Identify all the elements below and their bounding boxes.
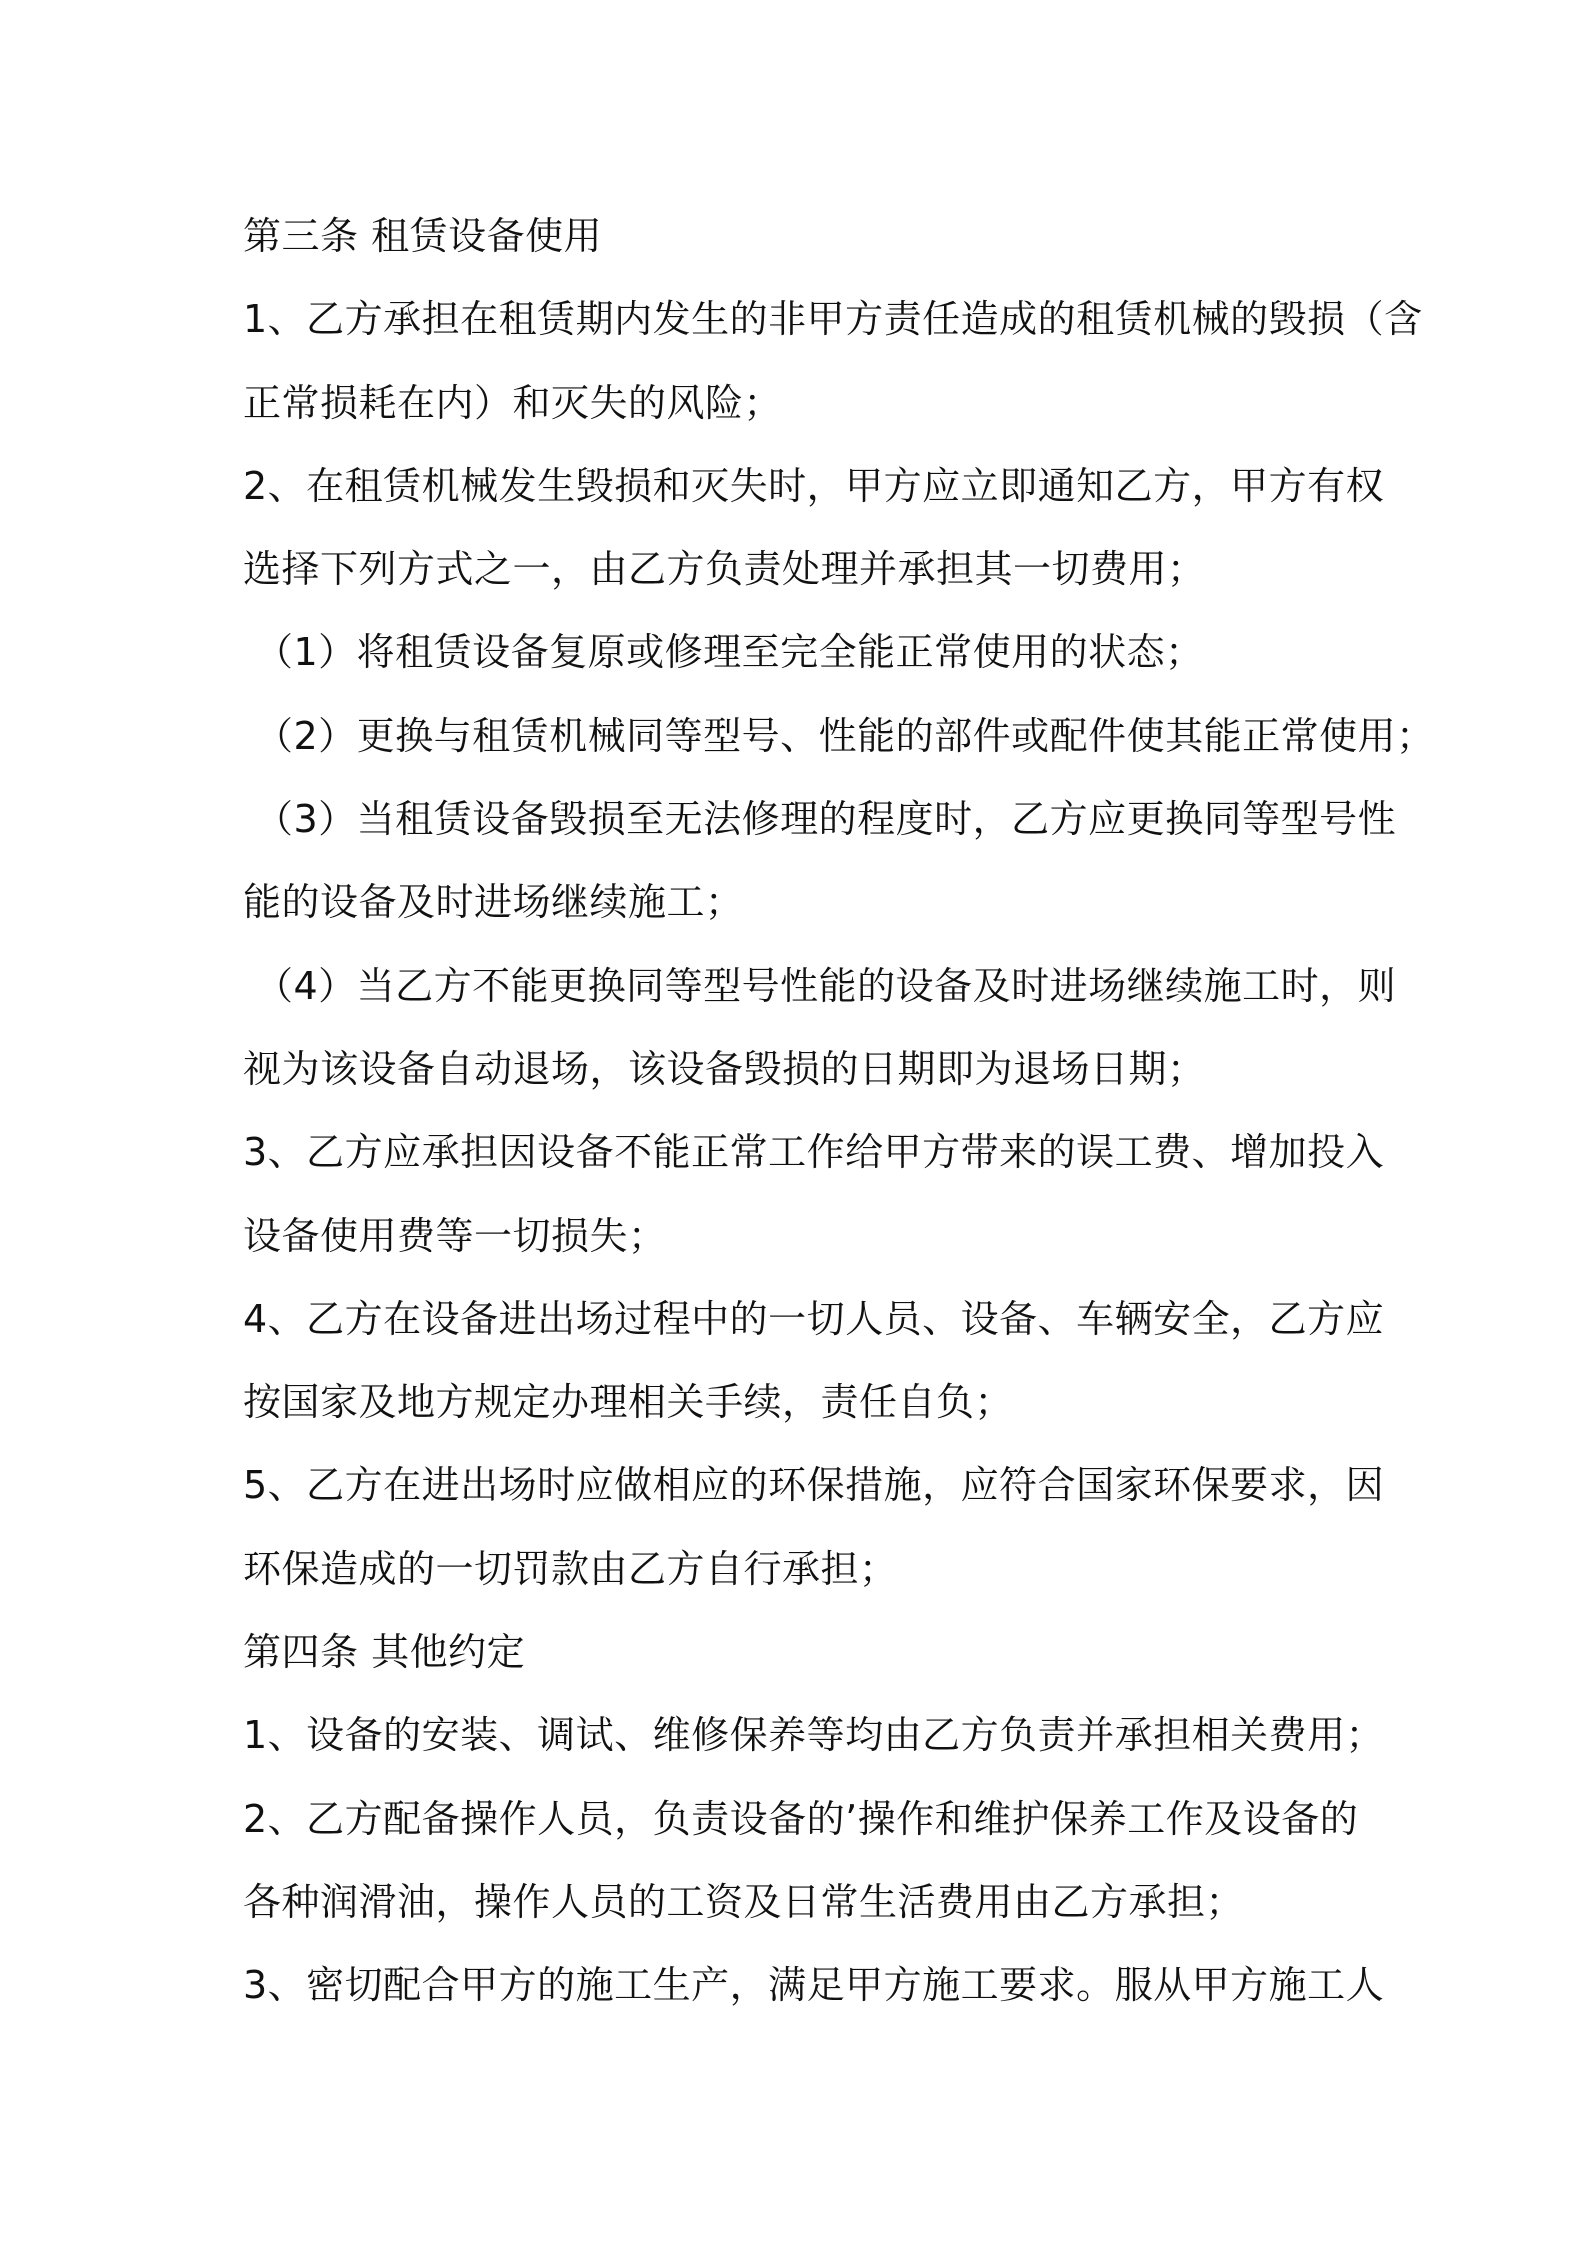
paragraph-line: 环保造成的一切罚款由乙方自行承担；: [243, 1546, 898, 1591]
document-body: [243, 195, 1435, 2028]
sub-item-line: （1）将租赁设备复原或修理至完全能正常使用的状态；: [255, 630, 1204, 675]
paragraph-line: 2、在租赁机械发生毁损和灭失时，甲方应立即通知乙方，甲方有权: [243, 463, 1385, 508]
paragraph-line: 5、乙方在进出场时应做相应的环保措施，应符合国家环保要求，因: [243, 1463, 1385, 1508]
paragraph-line: 视为该设备自动退场，该设备毁损的日期即为退场日期；: [243, 1046, 1206, 1091]
paragraph-line: 2、乙方配备操作人员，负责设备的’操作和维护保养工作及设备的: [243, 1796, 1359, 1841]
paragraph-line: 1、乙方承担在租赁期内发生的非甲方责任造成的租赁机械的毁损（含: [243, 297, 1423, 342]
section-heading-article-3: 第三条 租赁设备使用: [243, 214, 603, 258]
paragraph-line: 能的设备及时进场继续施工；: [243, 880, 744, 925]
sub-item-line: （4）当乙方不能更换同等型号性能的设备及时进场继续施工时，则: [255, 963, 1397, 1008]
paragraph-line: 1、设备的安装、调试、维修保养等均由乙方负责并承担相关费用；: [243, 1713, 1385, 1758]
paragraph-line: 正常损耗在内）和灭失的风险；: [243, 380, 783, 425]
paragraph-line: 按国家及地方规定办理相关手续，责任自负；: [243, 1380, 1014, 1425]
paragraph-line: 各种润滑油，操作人员的工资及日常生活费用由乙方承担；: [243, 1879, 1245, 1924]
section-heading-article-4: 第四条 其他约定: [243, 1630, 526, 1675]
paragraph-line: 4、乙方在设备进出场过程中的一切人员、设备、车辆安全，乙方应: [243, 1296, 1385, 1341]
paragraph-line: 3、乙方应承担因设备不能正常工作给甲方带来的误工费、增加投入: [243, 1130, 1385, 1175]
sub-item-line: （2）更换与租赁机械同等型号、性能的部件或配件使其能正常使用；: [255, 713, 1435, 758]
paragraph-line: 选择下列方式之一，由乙方负责处理并承担其一切费用；: [243, 547, 1206, 592]
sub-item-line: （3）当租赁设备毁损至无法修理的程度时，乙方应更换同等型号性: [255, 797, 1397, 842]
paragraph-line: 设备使用费等一切损失；: [243, 1213, 667, 1258]
paragraph-line: 3、密切配合甲方的施工生产，满足甲方施工要求。服从甲方施工人: [243, 1963, 1385, 2008]
